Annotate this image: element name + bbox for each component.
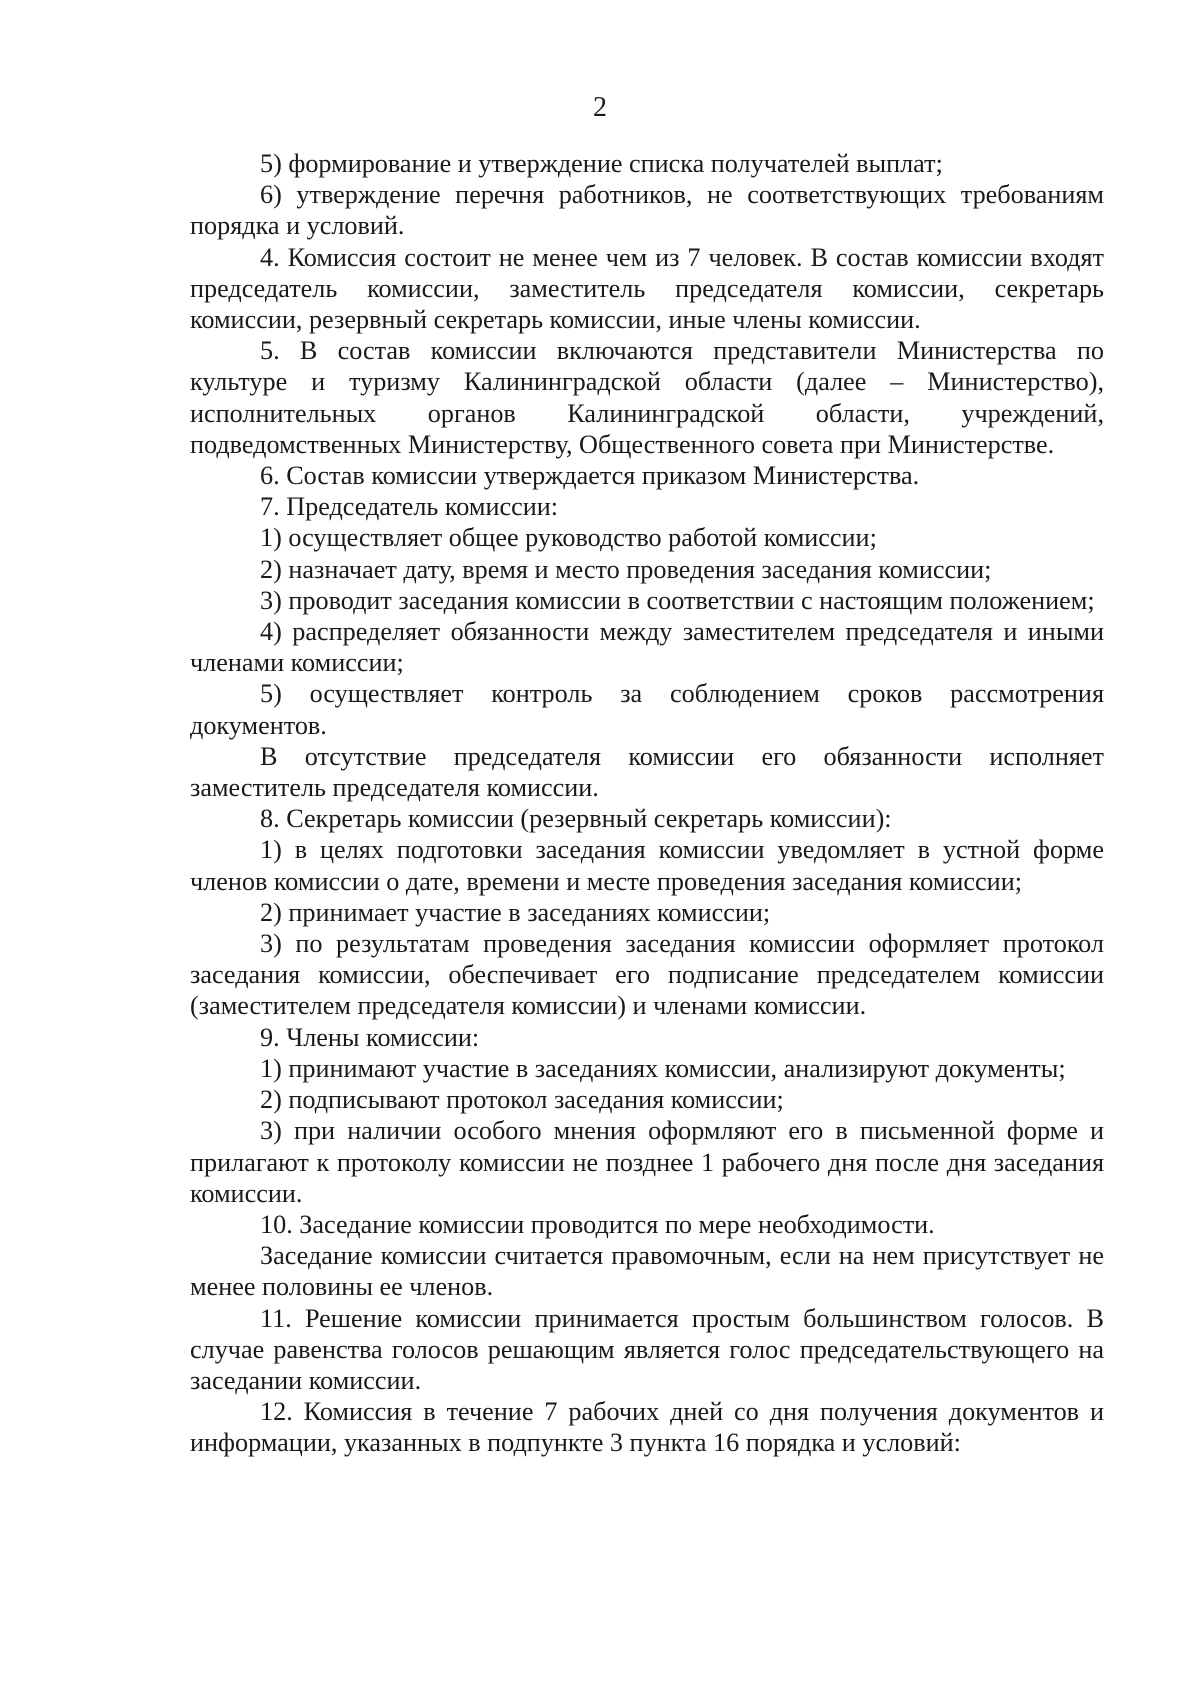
paragraph-clause-9: 9. Члены комиссии: [260,1022,480,1052]
paragraph-clause-7-item-1: 1) осуществляет общее руководство работой комиссии; [260,523,877,553]
paragraph-clause-8: 8. Секретарь комиссии (резервный секретарь комиссии): [260,804,892,834]
paragraph-clause-11: 11. Решение комиссии принимается простым большинством голосов. В случае равенства голосов решающим является голос председательствующего на заседании комиссии. [190,1303,1104,1395]
paragraph-clause-9-item-2: 2) подписывают протокол заседания комиссии; [260,1085,784,1115]
paragraph-clause-12: 12. Комиссия в течение 7 рабочих дней со дня получения документов и информации, указанных в подпункте 3 пункта 16 порядка и условий: [190,1397,1104,1458]
page-number: 2 [593,92,607,123]
paragraph-clause-8-item-2: 2) принимает участие в заседаниях комиссии; [260,897,771,927]
paragraph-clause-5: 5. В состав комиссии включаются представители Министерства по культуре и туризму Калининградской области (далее – Министерство), исполнительных органов Калининградской области, учреждений, подведомственных Министерству, Общественного совета при Министерстве. [190,336,1104,459]
paragraph-clause-7-item-3: 3) проводит заседания комиссии в соответствии с настоящим положением; [260,585,1095,615]
paragraph-item-5-list: 5) формирование и утверждение списка получателей выплат; [260,149,943,178]
paragraph-clause-4: 4. Комиссия состоит не менее чем из 7 человек. В состав комиссии входят председатель комиссии, заместитель председателя комиссии, секретарь комиссии, резервный секретарь комиссии, иные члены комиссии. [190,242,1104,335]
paragraph-quorum: Заседание комиссии считается правомочным, если на нем присутствует не менее половины ее членов. [190,1241,1104,1302]
document-body [190,148,1104,1459]
paragraph-chair-absence: В отсутствие председателя комиссии его обязанности исполняет заместитель председателя комиссии. [190,741,1104,803]
paragraph-clause-10: 10. Заседание комиссии проводится по мере необходимости. [260,1209,935,1239]
paragraph-clause-8-item-3: 3) по результатам проведения заседания комиссии оформляет протокол заседания комиссии, обеспечивает его подписание председателем комиссии (заместителем председателя комиссии) и членами комиссии. [190,929,1104,1021]
paragraph-clause-6: 6. Состав комиссии утверждается приказом Министерства. [260,461,920,491]
paragraph-clause-9-item-1: 1) принимают участие в заседаниях комиссии, анализируют документы; [260,1053,1066,1083]
paragraph-clause-8-item-1: 1) в целях подготовки заседания комиссии уведомляет в устной форме членов комиссии о дате, времени и месте проведения заседания комиссии; [190,835,1104,896]
paragraph-clause-7: 7. Председатель комиссии: [260,492,559,522]
paragraph-clause-7-item-2: 2) назначает дату, время и место проведения заседания комиссии; [260,554,992,584]
paragraph-clause-7-item-4: 4) распределяет обязанности между заместителем председателя и иными членами комиссии; [190,617,1104,678]
paragraph-clause-9-item-3: 3) при наличии особого мнения оформляют его в письменной форме и прилагают к протоколу комиссии не позднее 1 рабочего дня после дня заседания комиссии. [190,1116,1104,1208]
paragraph-clause-7-item-5: 5) осуществляет контроль за соблюдением сроков рассмотрения документов. [190,679,1104,740]
paragraph-item-6-list: 6) утверждение перечня работников, не соответствующих требованиям порядка и условий. [190,180,1104,241]
